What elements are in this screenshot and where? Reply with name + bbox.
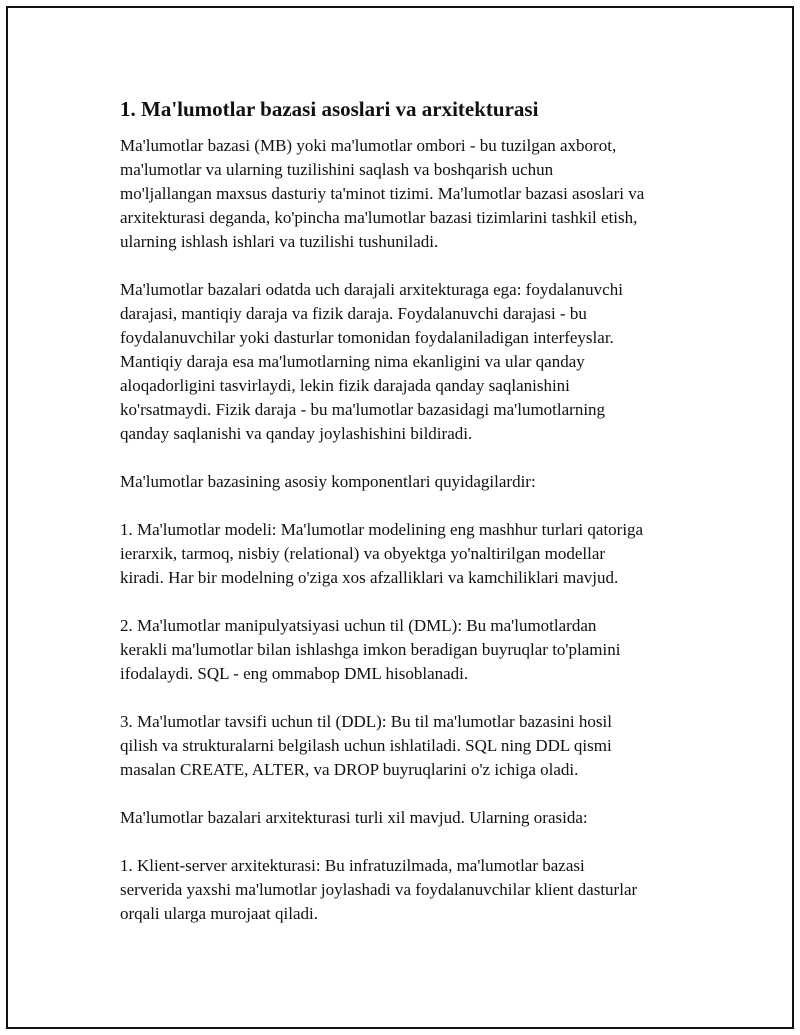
paragraph-line: Ma'lumotlar bazasi (MB) yoki ma'lumotlar ombori - bu tuzilgan axborot, — [120, 136, 617, 155]
paragraph-line: Ma'lumotlar bazalari arxitekturasi turli xil mavjud. Ularning orasida: — [120, 808, 588, 827]
page-frame — [6, 6, 794, 1029]
paragraph-line: orqali ularga murojaat qiladi. — [120, 904, 318, 923]
paragraph-line: arxitekturasi deganda, ko'pincha ma'lumotlar bazasi tizimlarini tashkil etish, — [120, 208, 638, 227]
paragraph-list — [120, 134, 720, 926]
paragraph-line: ko'rsatmaydi. Fizik daraja - bu ma'lumotlar bazasidagi ma'lumotlarning — [120, 400, 606, 419]
paragraph-line: qilish va strukturalarni belgilash uchun ishlatiladi. SQL ning DDL qismi — [120, 736, 612, 755]
paragraph-line: 2. Ma'lumotlar manipulyatsiyasi uchun til (DML): Bu ma'lumotlardan — [120, 616, 597, 635]
paragraph-line: ierarxik, tarmoq, nisbiy (relational) va obyektga yo'naltirilgan modellar — [120, 544, 606, 563]
document-title: 1. Ma'lumotlar bazasi asoslari va arxitekturasi — [120, 97, 539, 121]
paragraph-line: ifodalaydi. SQL - eng ommabop DML hisoblanadi. — [120, 664, 469, 683]
paragraph-line: 1. Klient-server arxitekturasi: Bu infratuzilmada, ma'lumotlar bazasi — [120, 856, 585, 875]
paragraph-line: kiradi. Har bir modelning o'ziga xos afzalliklari va kamchiliklari mavjud. — [120, 568, 619, 587]
paragraph — [120, 470, 720, 494]
paragraph-line: mo'ljallangan maxsus dasturiy ta'minot tizimi. Ma'lumotlar bazasi asoslari va — [120, 184, 645, 203]
paragraph-line: ma'lumotlar va ularning tuzilishini saqlash va boshqarish uchun — [120, 160, 554, 179]
paragraph — [120, 854, 720, 926]
paragraph-line: masalan CREATE, ALTER, va DROP buyruqlarini o'z ichiga oladi. — [120, 760, 579, 779]
paragraph-line: darajasi, mantiqiy daraja va fizik daraja. Foydalanuvchi darajasi - bu — [120, 304, 587, 323]
paragraph-line: 3. Ma'lumotlar tavsifi uchun til (DDL): Bu til ma'lumotlar bazasini hosil — [120, 712, 612, 731]
paragraph — [120, 518, 720, 590]
paragraph-line: qanday saqlanishi va qanday joylashishini bildiradi. — [120, 424, 473, 443]
paragraph-line: kerakli ma'lumotlar bilan ishlashga imkon beradigan buyruqlar to'plamini — [120, 640, 621, 659]
paragraph-line: foydalanuvchilar yoki dasturlar tomonidan foydalaniladigan interfeyslar. — [120, 328, 614, 347]
paragraph-line: 1. Ma'lumotlar modeli: Ma'lumotlar modelining eng mashhur turlari qatoriga — [120, 520, 644, 539]
paragraph — [120, 710, 720, 782]
paragraph — [120, 806, 720, 830]
paragraph-line: Ma'lumotlar bazasining asosiy komponentlari quyidagilardir: — [120, 472, 536, 491]
paragraph-line: serverida yaxshi ma'lumotlar joylashadi va foydalanuvchilar klient dasturlar — [120, 880, 638, 899]
paragraph-line: aloqadorligini tasvirlaydi, lekin fizik darajada qanday saqlanishini — [120, 376, 570, 395]
paragraph-line: ularning ishlash ishlari va tuzilishi tushuniladi. — [120, 232, 439, 251]
paragraph — [120, 134, 720, 254]
paragraph-line: Mantiqiy daraja esa ma'lumotlarning nima ekanligini va ular qanday — [120, 352, 585, 371]
paragraph-line: Ma'lumotlar bazalari odatda uch darajali arxitekturaga ega: foydalanuvchi — [120, 280, 623, 299]
paragraph — [120, 278, 720, 446]
document-body — [120, 96, 720, 950]
paragraph — [120, 614, 720, 686]
